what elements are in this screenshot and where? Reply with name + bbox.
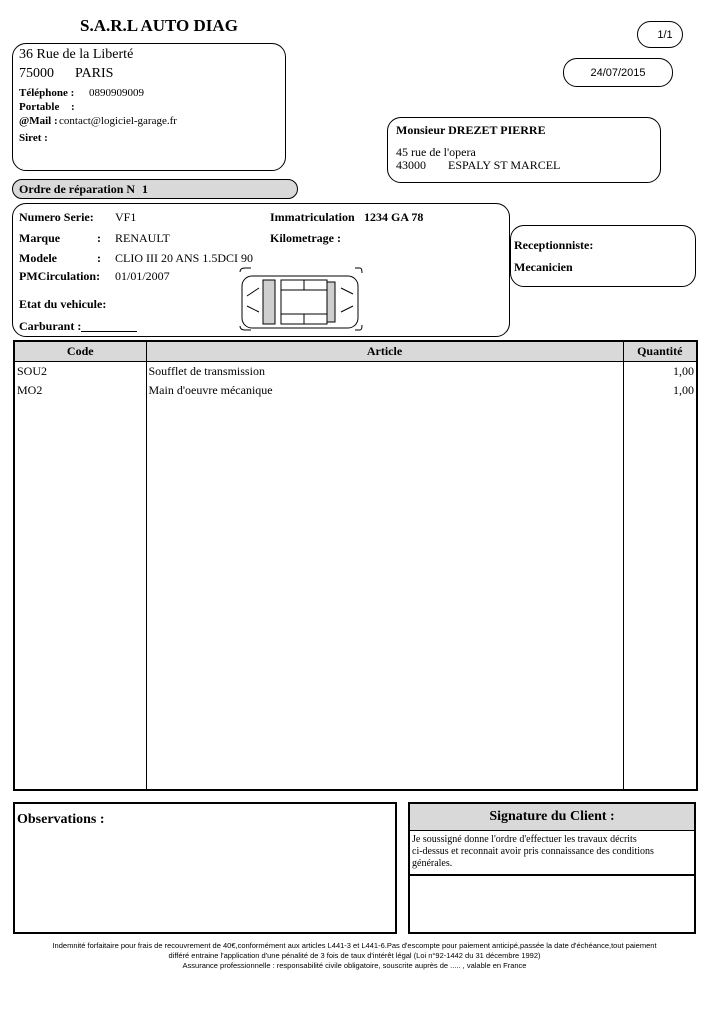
footer-line: différé entraine l'application d'une pénalité de 3 fois de taux d'intérêt légal (Loi n°92-1442 du 31 décembre 1992) <box>168 951 541 960</box>
fuel-label: Carburant : <box>19 319 82 333</box>
observations-box <box>13 802 397 934</box>
company-city: PARIS <box>75 66 114 81</box>
serial-label: Numero Serie: <box>19 210 94 224</box>
column-header-article: Article <box>146 341 623 362</box>
client-street: 45 rue de l'opera <box>396 145 476 159</box>
company-postcode: 75000 <box>19 66 54 81</box>
cell-article: Soufflet de transmission <box>146 362 623 382</box>
signature-statement <box>412 834 654 870</box>
client-address-box <box>387 117 661 183</box>
company-address-box <box>12 43 286 171</box>
table-filler-row <box>14 400 697 790</box>
model-value: CLIO III 20 ANS 1.5DCI 90 <box>115 251 253 265</box>
client-name: Monsieur DREZET PIERRE <box>396 123 546 137</box>
cell-quantity: 1,00 <box>623 381 697 400</box>
brand-label: Marque <box>19 231 61 245</box>
order-title-bar <box>12 179 298 199</box>
company-phone: 0890909009 <box>89 87 144 99</box>
mileage-label: Kilometrage : <box>270 231 341 245</box>
company-mail-label: @Mail : <box>19 115 58 127</box>
cell-article: Main d'oeuvre mécanique <box>146 381 623 400</box>
column-header-code: Code <box>14 341 146 362</box>
cell-code: MO2 <box>14 381 146 400</box>
date-box <box>563 58 673 87</box>
plate-label: Immatriculation <box>270 210 355 224</box>
brand-value: RENAULT <box>115 231 170 245</box>
plate-value: 1234 GA 78 <box>364 210 424 224</box>
cell-code: SOU2 <box>14 362 146 382</box>
filler-cell <box>14 400 146 790</box>
signature-text-line: ci-dessus et reconnait avoir pris connaissance des conditions <box>412 846 654 857</box>
signature-box <box>408 802 696 934</box>
mechanic-label: Mecanicien <box>514 260 573 274</box>
company-street: 36 Rue de la Liberté <box>19 47 134 62</box>
serial-value: VF1 <box>115 210 137 224</box>
filler-cell <box>623 400 697 790</box>
fuel-line <box>81 331 137 332</box>
signature-text-line: Je soussigné donne l'ordre d'effectuer les travaux décrits <box>412 834 637 845</box>
company-mobile-label: Portable <box>19 101 60 113</box>
company-mobile-sep: : <box>71 101 75 113</box>
signature-title: Signature du Client : <box>410 804 694 831</box>
model-label: Modele <box>19 251 57 265</box>
signature-text-line: générales. <box>412 858 453 869</box>
vehicle-box <box>12 203 510 337</box>
table-header-row <box>14 341 697 362</box>
signature-divider <box>410 874 694 876</box>
footer-legal <box>10 941 699 971</box>
order-number: 1 <box>142 182 148 196</box>
footer-line: Indemnité forfaitaire pour frais de recouvrement de 40€,conformément aux articles L441-3 et L441-6.Pas d'escompte pour paiement anticipé,passée la date d'échéance,tout paiement <box>52 941 657 950</box>
company-mail: contact@logiciel-garage.fr <box>59 115 177 127</box>
page-number: 1/1 <box>657 29 673 41</box>
brand-colon: : <box>97 231 101 245</box>
company-phone-label: Téléphone : <box>19 87 75 99</box>
receptionist-label: Receptionniste: <box>514 238 594 252</box>
document-date: 24/07/2015 <box>590 67 646 79</box>
filler-cell <box>146 400 623 790</box>
pmc-label: PMCirculation: <box>19 269 101 283</box>
cell-quantity: 1,00 <box>623 362 697 382</box>
observations-label: Observations : <box>17 812 105 827</box>
page-number-box <box>637 21 683 48</box>
column-header-quantity: Quantité <box>623 341 697 362</box>
model-colon: : <box>97 251 101 265</box>
company-name: S.A.R.L AUTO DIAG <box>80 16 238 35</box>
client-city: ESPALY ST MARCEL <box>448 158 561 172</box>
staff-box <box>510 225 696 287</box>
vehicle-state-label: Etat du vehicule: <box>19 297 107 311</box>
footer-line: Assurance professionnelle : responsabilité civile obligatoire, souscrite auprès de ..... , valable en France <box>182 961 527 970</box>
table-row <box>14 362 697 382</box>
order-title: Ordre de réparation N <box>19 182 136 196</box>
pmc-value: 01/01/2007 <box>115 269 170 283</box>
client-postcode: 43000 <box>396 158 426 172</box>
company-siret-label: Siret : <box>19 132 48 144</box>
car-diagram-icon <box>237 266 363 332</box>
table-row <box>14 381 697 400</box>
items-table <box>13 340 698 791</box>
